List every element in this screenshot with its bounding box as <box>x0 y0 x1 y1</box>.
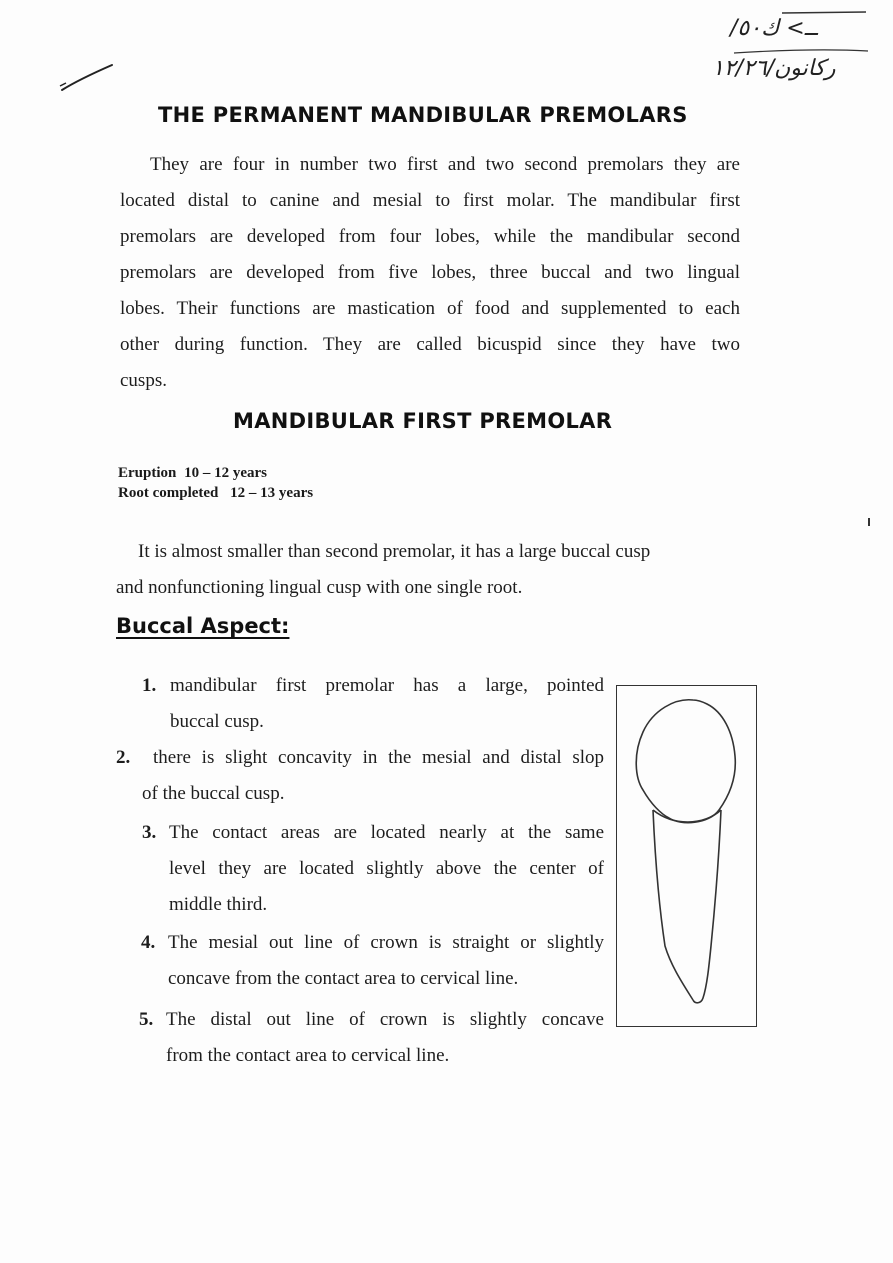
list-number: 4. <box>141 932 156 953</box>
intro-line: premolars are developed from five lobes, three buccal and two lingual <box>120 262 740 283</box>
list-item-line: concave from the contact area to cervical line. <box>168 968 519 989</box>
intro-line: cusps. <box>120 370 167 391</box>
page-title: THE PERMANENT MANDIBULAR PREMOLARS <box>158 103 688 127</box>
section-title: MANDIBULAR FIRST PREMOLAR <box>233 409 613 433</box>
list-item-line: of the buccal cusp. <box>142 783 285 804</box>
handwritten-note-line1: /ــ> ك٥٠ <box>730 16 818 41</box>
root-completed-label: Root completed <box>118 485 219 501</box>
list-item-line: level they are located slightly above the center of <box>169 858 604 879</box>
eruption-label: Eruption <box>118 465 177 481</box>
intro-line: lobes. Their functions are mastication of food and supplemented to each <box>120 298 740 319</box>
description-paragraph <box>116 534 716 606</box>
handwritten-note-line2: رکانون/١٢/٢٦ <box>712 56 836 81</box>
list-number: 5. <box>139 1009 154 1030</box>
buccal-aspect-heading: Buccal Aspect: <box>116 614 290 638</box>
intro-paragraph <box>120 147 740 399</box>
list-item-2 <box>116 740 604 812</box>
eruption-row <box>118 464 267 483</box>
list-item-line: middle third. <box>169 894 268 915</box>
list-item-line: buccal cusp. <box>170 711 264 732</box>
list-item-1 <box>142 668 604 740</box>
list-item-line: there is slight concavity in the mesial and distal slop <box>153 747 604 768</box>
intro-line: located distal to canine and mesial to first molar. The mandibular first <box>120 190 740 211</box>
intro-line: premolars are developed from four lobes, while the mandibular second <box>120 226 740 247</box>
list-item-line: from the contact area to cervical line. <box>166 1045 450 1066</box>
tooth-buccal-figure <box>616 685 757 1027</box>
list-item-line: The contact areas are located nearly at the same <box>169 822 604 843</box>
description-line: and nonfunctioning lingual cusp with one single root. <box>116 577 523 598</box>
margin-mark <box>868 518 870 526</box>
intro-line: They are four in number two first and two second premolars they are <box>150 154 740 175</box>
tooth-outline-icon <box>617 686 756 1026</box>
list-item-line: mandibular first premolar has a large, pointed <box>170 675 604 696</box>
eruption-value: 10 – 12 years <box>184 465 268 481</box>
list-item-4 <box>141 925 604 997</box>
list-item-5 <box>139 1002 604 1074</box>
pen-stroke-mark <box>58 62 118 99</box>
list-item-line: The mesial out line of crown is straight or slightly <box>168 932 604 953</box>
list-item-line: The distal out line of crown is slightly concave <box>166 1009 604 1030</box>
intro-line: other during function. They are called bicuspid since they have two <box>120 334 740 355</box>
list-number: 1. <box>142 675 157 696</box>
list-item-3 <box>142 815 604 923</box>
list-number: 2. <box>116 747 131 768</box>
root-completed-value: 12 – 13 years <box>230 485 314 501</box>
description-line: It is almost smaller than second premolar, it has a large buccal cusp <box>138 541 651 562</box>
root-completed-row <box>118 484 313 503</box>
list-number: 3. <box>142 822 157 843</box>
